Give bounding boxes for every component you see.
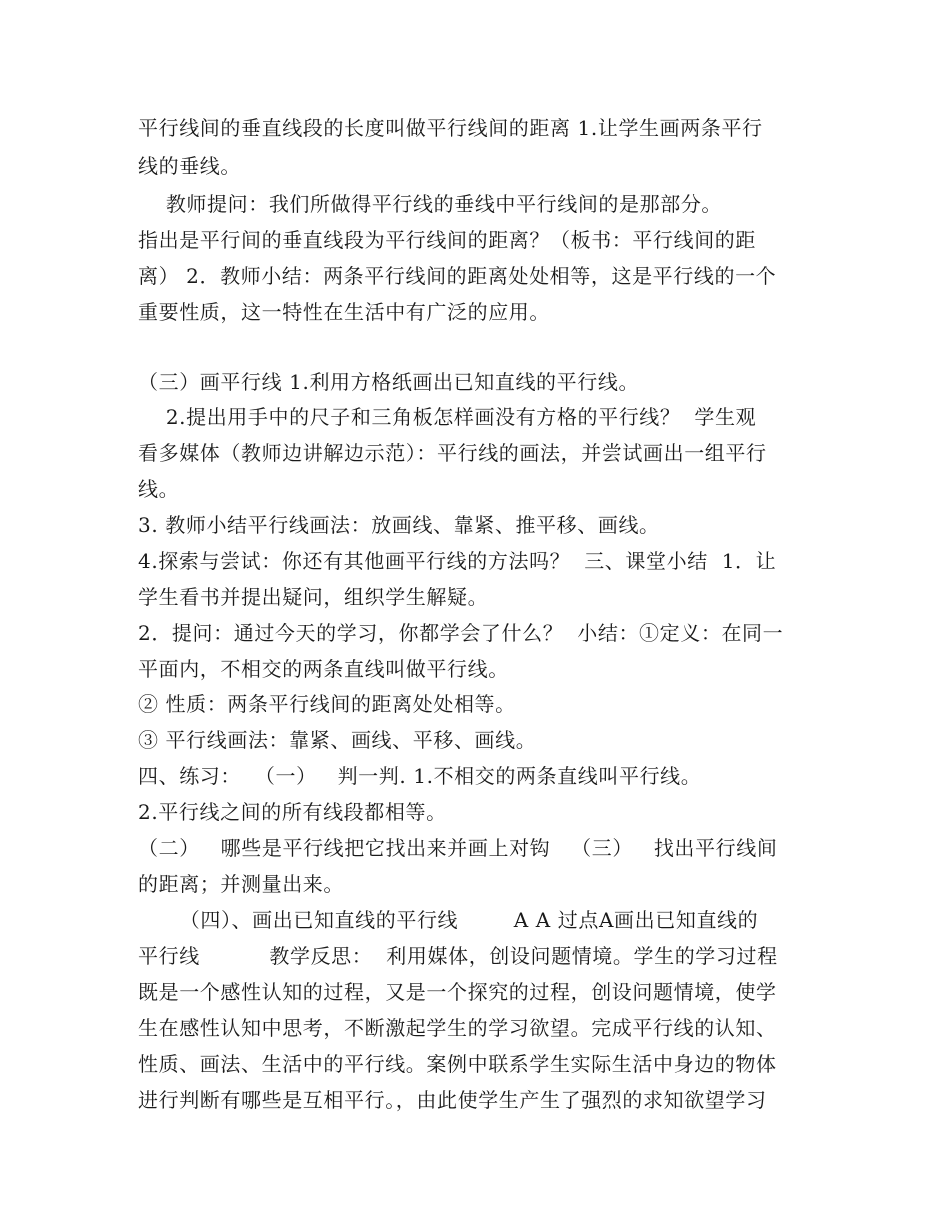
- text-line: 离） 2．教师小结：两条平行线间的距离处处相等，这是平行线的一个: [138, 264, 777, 288]
- text-line: 线的垂线。: [138, 154, 241, 178]
- text-line: 生在感性认知中思考，不断激起学生的学习欲望。完成平行线的认知、: [138, 1016, 777, 1040]
- text-line: 线。: [138, 477, 180, 501]
- text-line: 重要性质，这一特性在生活中有广泛的应用。: [138, 300, 550, 324]
- text-line: 指出是平行间的垂直线段为平行线间的距离？（板书：平行线间的距: [138, 228, 756, 252]
- text-line: 学生看书并提出疑问，组织学生解疑。: [138, 585, 489, 609]
- text-line: 4.探索与尝试：你还有其他画平行线的方法吗？ 三、课堂小结 1．让: [138, 549, 777, 573]
- text-line: 既是一个感性认知的过程，又是一个探究的过程，创设问题情境，使学: [138, 980, 777, 1004]
- text-line: （二） 哪些是平行线把它找出来并画上对钩 （三） 找出平行线间: [138, 836, 778, 860]
- text-line: ③ 平行线画法：靠紧、画线、平移、画线。: [138, 728, 537, 752]
- text-line: 2.提出用手中的尺子和三角板怎样画没有方格的平行线？ 学生观: [138, 405, 757, 429]
- text-line: 平行线 教学反思： 利用媒体，创设问题情境。学生的学习过程: [138, 944, 778, 968]
- text-line: 平面内，不相交的两条直线叫做平行线。: [138, 657, 509, 681]
- text-line: （四）、画出已知直线的平行线 A A 过点A画出已知直线的: [138, 908, 759, 932]
- text-line: 性质、画法、生活中的平行线。案例中联系学生实际生活中身边的物体: [138, 1052, 777, 1076]
- section-heading: （三）画平行线 1.利用方格纸画出已知直线的平行线。: [138, 370, 640, 394]
- text-line: 的距离；并测量出来。: [138, 872, 344, 896]
- text-line: 3. 教师小结平行线画法：放画线、靠紧、推平移、画线。: [138, 513, 660, 537]
- text-line: 教师提问：我们所做得平行线的垂线中平行线间的是那部分。: [138, 192, 723, 216]
- text-line: 进行判断有哪些是互相平行。，由此使学生产生了强烈的求知欲望学习: [138, 1088, 767, 1112]
- text-line: ② 性质：两条平行线间的距离处处相等。: [138, 692, 516, 716]
- text-line: 看多媒体（教师边讲解边示范）：平行线的画法，并尝试画出一组平行: [138, 441, 767, 465]
- text-line: 2．提问：通过今天的学习，你都学会了什么？ 小结：①定义：在同一: [138, 621, 784, 645]
- text-line: 2.平行线之间的所有线段都相等。: [138, 800, 447, 824]
- text-line: 四、练习： （一） 判一判. 1.不相交的两条直线叫平行线。: [138, 764, 702, 788]
- text-line: 平行线间的垂直线段的长度叫做平行线间的距离 1.让学生画两条平行: [138, 116, 763, 140]
